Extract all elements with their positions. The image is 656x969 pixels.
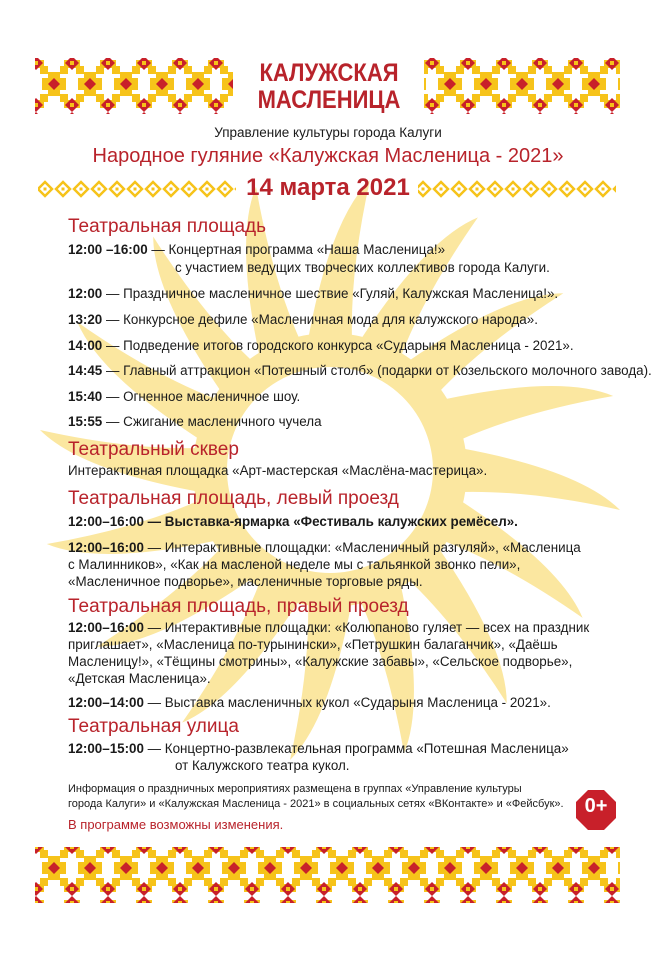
item-text: — Концертно-развлекательная программа «Потешная Масленица» xyxy=(143,741,569,756)
program-item xyxy=(68,694,551,711)
bottom-ornament xyxy=(35,847,620,903)
item-text-continued: с участием ведущих творческих коллективов города Калуги. xyxy=(175,260,550,275)
item-text-continued: от Калужского театра кукол. xyxy=(175,758,350,773)
program-item xyxy=(68,740,569,757)
item-text: — Выставка-ярмарка «Фестиваль калужских ремёсел». xyxy=(143,514,518,529)
item-time: 15:40 xyxy=(68,389,103,404)
item-text-continued: приглашает», «Масленица по-турынински», «Петрушкин балаганчик», «Даёшь xyxy=(68,637,558,652)
item-time: 12:00–16:00 xyxy=(68,514,144,529)
program-item xyxy=(68,311,538,328)
item-text: — Интерактивные площадки: «Масленичный разгуляй», «Масленица xyxy=(143,540,581,555)
item-text: — Выставка масленичных кукол «Сударыня Масленица - 2021». xyxy=(143,695,551,710)
sun-ray xyxy=(460,448,620,510)
event-title: Народное гуляние «Калужская Масленица - 2021» xyxy=(92,145,564,167)
item-text-continued: «Детская Масленица». xyxy=(68,671,211,686)
item-time: 12:00–16:00 xyxy=(68,620,144,635)
section-title: Театральная площадь xyxy=(68,216,267,237)
item-time: 12:00 –16:00 xyxy=(68,242,148,257)
program-item xyxy=(68,539,581,556)
program-item xyxy=(68,362,652,379)
item-time: 15:55 xyxy=(68,414,103,429)
program-item xyxy=(68,619,589,636)
info-line-1: Информация о праздничных мероприятиях размещена в группах «Управление культуры xyxy=(68,783,522,795)
logo-line1: КАЛУЖСКАЯ xyxy=(259,59,399,87)
item-time: 14:00 xyxy=(68,338,103,353)
item-text: — Концертная программа «Наша Масленица!» xyxy=(147,242,446,257)
item-text: — Конкурсное дефиле «Масленичная мода для калужского народа». xyxy=(102,312,538,327)
item-text: — Главный аттракцион «Потешный столб» (подарки от Козельского молочного завода). xyxy=(102,363,652,378)
age-rating: 0+ xyxy=(584,795,608,817)
item-time: 12:00–14:00 xyxy=(68,695,144,710)
program-item xyxy=(68,413,322,430)
item-text: Интерактивная площадка «Арт-мастерская «Маслёна-мастерица». xyxy=(68,463,488,478)
organizer: Управление культуры города Калуги xyxy=(214,125,442,140)
item-text-continued: «Масленичное подворье», масленичные торговые ряды. xyxy=(68,574,423,589)
program-item xyxy=(68,285,558,302)
item-time: 12:00–16:00 xyxy=(68,540,144,555)
program-item xyxy=(68,513,518,530)
item-text-continued: с Малинников», «Как на масленой неделе мы с тальянкой звонко пели», xyxy=(68,557,521,572)
item-text: — Подведение итогов городского конкурса «Сударыня Масленица - 2021». xyxy=(102,338,574,353)
item-text: — Огненное масленичное шоу. xyxy=(102,389,301,404)
logo xyxy=(238,60,420,114)
item-time: 12:00–15:00 xyxy=(68,741,144,756)
item-time: 14:45 xyxy=(68,363,103,378)
section-title: Театральный сквер xyxy=(68,439,239,460)
event-date: 14 марта 2021 xyxy=(246,174,410,201)
program-item xyxy=(68,462,487,479)
top-ornament-right xyxy=(424,58,620,114)
item-time: 13:20 xyxy=(68,312,103,327)
item-text: — Праздничное масленичное шествие «Гуляй, Калужская Масленица!». xyxy=(102,286,559,301)
item-text-continued: Масленицу!», «Тёщины смотрины», «Калужские забавы», «Сельское подворье», xyxy=(68,654,573,669)
program-item xyxy=(68,337,574,354)
section-title: Театральная площадь, правый проезд xyxy=(68,596,409,617)
section-title: Театральная площадь, левый проезд xyxy=(68,488,399,509)
section-title: Театральная улица xyxy=(68,716,239,737)
info-line-2: города Калуги» и «Калужская Масленица - 2021» в социальных сетях «ВКонтакте» и «Фейсбук». xyxy=(68,798,564,810)
top-ornament-left xyxy=(35,58,233,114)
item-time: 12:00 xyxy=(68,286,103,301)
item-text: — Сжигание масленичного чучела xyxy=(102,414,322,429)
notice: В программе возможны изменения. xyxy=(68,817,284,832)
program-item xyxy=(68,241,445,258)
logo-line2: МАСЛЕНИЦА xyxy=(257,86,401,114)
item-text: — Интерактивные площадки: «Колюпаново гуляет — всех на праздник xyxy=(143,620,590,635)
program-item xyxy=(68,388,300,405)
